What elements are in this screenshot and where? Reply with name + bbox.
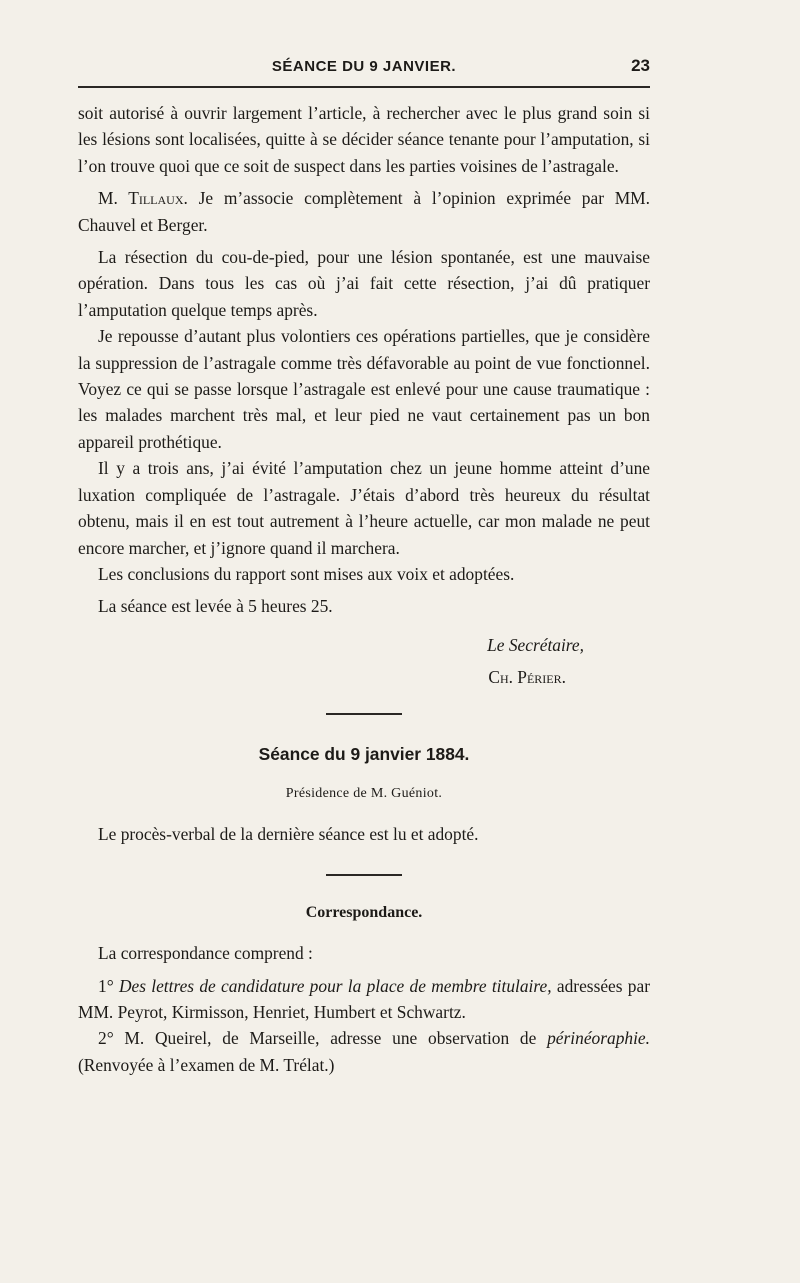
item-text: M. Queirel, de Marseille, adresse une observation de	[124, 1028, 537, 1049]
page-body	[78, 100, 650, 1078]
page-number: 23	[631, 56, 650, 75]
paragraph-conclusions: Les conclusions du rapport sont mises aux voix et adoptées.	[98, 563, 515, 584]
paragraph-minutes: Le procès-verbal de la dernière séance est lu et adopté.	[98, 824, 479, 845]
item-number: 1°	[98, 975, 114, 996]
list-item-2	[78, 1025, 650, 1078]
paragraph-tillaux	[78, 185, 650, 238]
correspondance-title: Correspondance.	[305, 903, 423, 921]
paragraph-corr-intro: La correspondance comprend :	[98, 943, 313, 964]
page-header	[78, 54, 650, 84]
running-title: SÉANCE DU 9 JANVIER.	[271, 58, 457, 75]
item-tail: (Renvoyée à l’examen de M. Trélat.)	[78, 1054, 335, 1075]
item-italic: Des lettres de candidature pour la place de membre titulaire,	[118, 975, 552, 996]
paragraph-continuation: soit autorisé à ouvrir largement l’article, à rechercher avec le plus grand soin si les lésions sont localisées, quitte à se décider séance tenante pour l’amputation, si l’on trouve quoi que ce soit de suspect dans les parties voisines de l’astragale.	[78, 103, 650, 176]
speaker-name: M. Tillaux.	[98, 188, 188, 209]
signature-name: Ch. Périer.	[488, 667, 566, 688]
item-text: adressées par MM. Peyrot, Kirmisson, Henriet, Humbert et Schwartz.	[78, 975, 651, 1022]
presidence-line: Présidence de M. Guéniot.	[285, 785, 443, 801]
paragraph-closing: La séance est levée à 5 heures 25.	[98, 596, 333, 617]
list-item-1	[78, 973, 650, 1026]
header-rule	[78, 86, 650, 88]
paragraph-case: Il y a trois ans, j’ai évité l’amputation chez un jeune homme atteint d’une luxation compliquée de l’astragale. J’étais d’abord très heureux du résultat obtenu, mais il en est tout autrement à l’heure actuelle, car mon malade ne peut encore marcher, et j’ignore quand il marchera.	[78, 458, 650, 558]
item-italic: périnéoraphie.	[547, 1028, 650, 1049]
paragraph-resection: La résection du cou-de-pied, pour une lésion spontanée, est une mauvaise opération. Dans tous les cas où j’ai fait cette résection, j’ai dû pratiquer l’amputation quelque temps après.	[78, 247, 650, 320]
speaker-text: Je m’associe complètement à l’opinion exprimée par MM. Chauvel et Berger.	[78, 188, 650, 235]
paragraph-opinion: Je repousse d’autant plus volontiers ces opérations partielles, que je considère la suppression de l’astragale comme très défavorable au point de vue fonctionnel. Voyez ce qui se passe lorsque l’astragale est enlevé pour une cause traumatique : les malades marchent très mal, et leur pied ne vaut certainement pas un bon appareil prothétique.	[78, 326, 650, 452]
item-number: 2°	[98, 1028, 114, 1049]
session-title: Séance du 9 janvier 1884.	[258, 743, 470, 764]
signature-title: Le Secrétaire,	[487, 634, 584, 655]
